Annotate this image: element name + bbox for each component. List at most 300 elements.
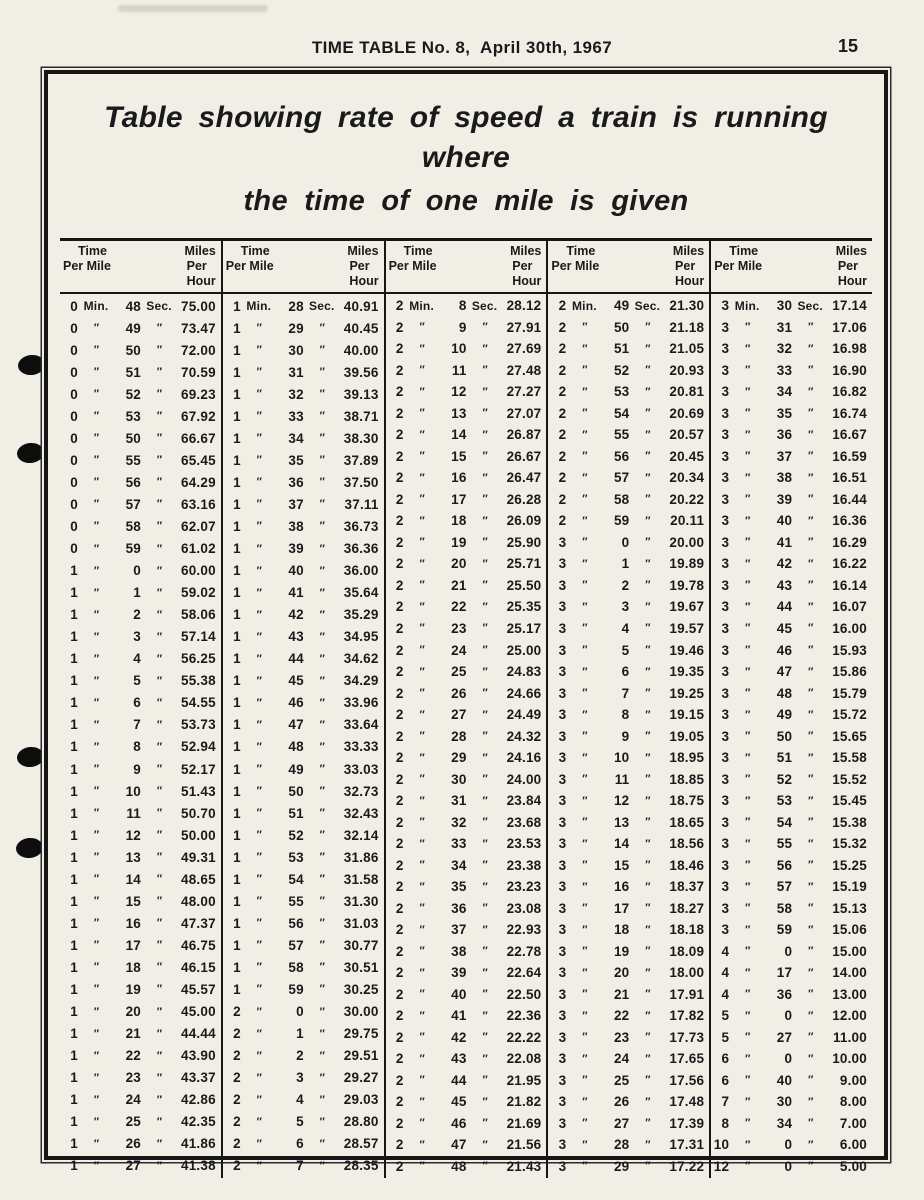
seconds-value: 38 (288, 518, 304, 534)
mph-value: 25.35 (506, 599, 542, 615)
seconds-value: 24 (451, 642, 467, 658)
minutes-unit: ″ (581, 493, 588, 506)
seconds-value: 55 (288, 893, 304, 909)
minutes-unit: ″ (581, 859, 588, 872)
mph-value: 18.09 (669, 943, 705, 959)
seconds-value: 24 (125, 1092, 141, 1108)
seconds-unit: ″ (807, 557, 813, 570)
minutes-value: 2 (395, 362, 404, 378)
minutes-unit: ″ (581, 407, 588, 420)
minutes-value: 3 (558, 1051, 567, 1067)
minutes-value: 2 (558, 491, 567, 507)
seconds-unit: Sec. (309, 299, 335, 314)
minutes-value: 2 (558, 319, 567, 335)
seconds-value: 53 (288, 849, 304, 865)
miles-per-hour-header (347, 244, 378, 292)
mph-value: 13.00 (832, 986, 867, 1002)
seconds-unit: ″ (481, 1031, 488, 1044)
seconds-value: 37 (288, 496, 304, 512)
minutes-unit: ″ (581, 837, 588, 850)
mph-value: 17.14 (832, 298, 867, 314)
minutes-value: 2 (395, 513, 404, 529)
speed-row (386, 403, 547, 425)
minutes-unit: ″ (93, 520, 99, 533)
seconds-value: 33 (776, 362, 793, 378)
speed-row (711, 575, 872, 597)
mph-value: 28.80 (343, 1114, 379, 1130)
speed-row (711, 984, 872, 1006)
minutes-unit: ″ (418, 1138, 425, 1151)
seconds-unit: ″ (156, 718, 162, 731)
seconds-unit: ″ (807, 514, 813, 527)
seconds-unit: ″ (807, 364, 813, 377)
mph-value: 20.11 (670, 513, 705, 529)
minutes-value: 6 (721, 1051, 730, 1067)
minutes-value: 3 (721, 793, 730, 809)
minutes-unit: ″ (744, 600, 750, 613)
minutes-value: 0 (70, 496, 78, 512)
minutes-value: 1 (233, 607, 241, 623)
mph-value: 12.00 (832, 1008, 867, 1024)
seconds-value: 9 (621, 728, 630, 744)
minutes-unit: ″ (418, 385, 425, 398)
minutes-value: 1 (233, 518, 241, 534)
seconds-unit: ″ (319, 542, 325, 555)
minutes-unit: ″ (93, 829, 99, 842)
seconds-value: 31 (776, 319, 793, 335)
speed-row (386, 360, 547, 382)
table-group-5 (709, 241, 872, 1178)
speed-row (711, 768, 872, 790)
mph-value: 35.64 (343, 585, 379, 601)
minutes-value: 1 (233, 364, 241, 380)
seconds-value: 22 (125, 1048, 141, 1064)
seconds-value: 27 (613, 1115, 630, 1131)
minutes-value: 2 (395, 857, 404, 873)
speed-row (711, 919, 872, 941)
seconds-value: 34 (288, 430, 304, 446)
mph-value: 34.62 (343, 651, 379, 667)
seconds-unit: ″ (644, 687, 651, 700)
speed-row (711, 639, 872, 661)
minutes-unit: ″ (744, 471, 750, 484)
minutes-unit: ″ (93, 851, 99, 864)
minutes-unit: ″ (256, 1137, 262, 1150)
seconds-value: 0 (133, 563, 141, 579)
minutes-value: 3 (558, 965, 567, 981)
speed-row (711, 360, 872, 382)
seconds-value: 58 (613, 491, 630, 507)
seconds-value: 58 (288, 959, 304, 975)
minutes-value: 2 (395, 1029, 404, 1045)
seconds-unit: ″ (319, 1159, 325, 1172)
speed-row (60, 824, 221, 846)
header-label: Time (240, 244, 270, 258)
mph-value: 56.25 (181, 651, 216, 667)
speed-row (386, 1070, 547, 1092)
minutes-unit: ″ (581, 730, 588, 743)
seconds-value: 20 (451, 556, 467, 572)
minutes-unit: ″ (581, 342, 588, 355)
mph-value: 26.47 (506, 470, 542, 486)
speed-row (386, 553, 547, 575)
seconds-unit: Sec. (146, 299, 172, 314)
speed-row (223, 692, 384, 714)
minutes-value: 3 (721, 922, 730, 938)
minutes-value: 2 (558, 405, 567, 421)
speed-row (711, 467, 872, 489)
minutes-value: 1 (233, 541, 241, 557)
minutes-value: 3 (721, 728, 730, 744)
mph-value: 20.34 (669, 470, 705, 486)
mph-value: 18.75 (669, 793, 705, 809)
speed-row (711, 403, 872, 425)
group-rows (548, 294, 709, 1178)
speed-row (548, 811, 709, 833)
mph-value: 25.50 (506, 577, 542, 593)
seconds-unit: ″ (807, 622, 813, 635)
minutes-unit: ″ (418, 773, 425, 786)
minutes-value: 1 (233, 386, 241, 402)
seconds-value: 53 (613, 384, 630, 400)
mph-value: 65.45 (181, 452, 216, 468)
seconds-unit: ″ (644, 342, 651, 355)
speed-row (548, 1113, 709, 1135)
speed-row (223, 405, 384, 427)
mph-value: 23.23 (506, 879, 542, 895)
minutes-unit: ″ (256, 873, 262, 886)
minutes-value: 2 (395, 771, 404, 787)
mph-value: 18.00 (669, 965, 705, 981)
speed-row (711, 962, 872, 984)
seconds-unit: ″ (319, 696, 325, 709)
minutes-unit: ″ (256, 895, 262, 908)
header-label: Time (566, 244, 596, 258)
speed-row (386, 682, 547, 704)
minutes-value: 1 (233, 563, 241, 579)
seconds-unit: ″ (807, 988, 813, 1001)
minutes-value: 3 (558, 1115, 567, 1131)
speed-row (548, 360, 709, 382)
minutes-value: 1 (70, 1092, 78, 1108)
seconds-unit: ″ (481, 407, 488, 420)
minutes-value: 1 (70, 915, 78, 931)
seconds-value: 59 (613, 513, 630, 529)
speed-row (223, 1067, 384, 1089)
seconds-value: 0 (784, 1051, 793, 1067)
speed-row (60, 736, 221, 758)
speed-row (386, 747, 547, 769)
miles-per-hour-header (185, 244, 216, 292)
minutes-value: 2 (395, 1158, 404, 1174)
seconds-unit: ″ (807, 1052, 813, 1065)
minutes-value: 1 (70, 1048, 78, 1064)
mph-value: 19.46 (669, 642, 705, 658)
seconds-unit: ″ (644, 730, 651, 743)
mph-value: 23.84 (506, 793, 542, 809)
speed-row (223, 317, 384, 339)
minutes-unit: ″ (256, 586, 262, 599)
seconds-unit: ″ (319, 586, 325, 599)
seconds-value: 35 (451, 879, 467, 895)
seconds-unit: ″ (156, 674, 162, 687)
speed-row (223, 758, 384, 780)
mph-value: 31.58 (343, 871, 379, 887)
seconds-unit: ″ (156, 1093, 162, 1106)
seconds-unit: ″ (319, 432, 325, 445)
seconds-value: 48 (451, 1158, 467, 1174)
mph-value: 16.29 (832, 534, 867, 550)
mph-value: 46.15 (181, 959, 216, 975)
mph-value: 30.77 (343, 937, 379, 953)
mph-value: 17.73 (669, 1029, 705, 1045)
mph-value: 15.00 (832, 943, 867, 959)
speed-row (711, 553, 872, 575)
seconds-value: 0 (784, 1158, 793, 1174)
minutes-value: 1 (70, 651, 78, 667)
seconds-value: 50 (125, 430, 141, 446)
mph-value: 32.14 (343, 827, 379, 843)
mph-value: 66.67 (181, 430, 216, 446)
speed-row (223, 604, 384, 626)
minutes-unit: ″ (256, 520, 262, 533)
seconds-value: 45 (776, 620, 793, 636)
group-header (386, 241, 547, 294)
minutes-value: 2 (558, 384, 567, 400)
speed-row (386, 897, 547, 919)
speed-row (386, 1113, 547, 1135)
speed-row (60, 978, 221, 1000)
seconds-value: 1 (133, 585, 141, 601)
minutes-value: 1 (70, 607, 78, 623)
seconds-value: 34 (776, 384, 793, 400)
minutes-value: 3 (558, 664, 567, 680)
minutes-value: 2 (395, 556, 404, 572)
speed-row (223, 383, 384, 405)
seconds-unit: ″ (319, 652, 325, 665)
minutes-unit: ″ (93, 696, 99, 709)
seconds-value: 43 (776, 577, 793, 593)
mph-value: 21.69 (506, 1115, 542, 1131)
mph-value: 17.22 (669, 1158, 705, 1174)
mph-value: 16.82 (832, 384, 867, 400)
seconds-value: 8 (133, 739, 141, 755)
seconds-unit: ″ (481, 945, 488, 958)
mph-value: 19.57 (669, 620, 705, 636)
speed-row (60, 604, 221, 626)
minutes-value: 1 (233, 695, 241, 711)
mph-value: 18.95 (669, 750, 705, 766)
seconds-value: 54 (288, 871, 304, 887)
minutes-unit: ″ (418, 644, 425, 656)
minutes-value: 3 (558, 1008, 567, 1024)
seconds-value: 17 (451, 491, 467, 507)
mph-value: 26.09 (506, 513, 542, 529)
seconds-unit: ″ (644, 923, 651, 936)
seconds-value: 23 (613, 1029, 630, 1045)
mph-value: 17.31 (669, 1137, 705, 1153)
seconds-unit: ″ (644, 364, 651, 377)
minutes-unit: ″ (93, 785, 99, 798)
seconds-unit: ″ (481, 1117, 488, 1130)
speed-row (548, 876, 709, 898)
mph-value: 60.00 (181, 563, 216, 579)
table-group-1 (60, 241, 221, 1178)
minutes-unit: ″ (744, 794, 750, 807)
mph-value: 28.35 (343, 1158, 379, 1174)
seconds-unit: ″ (644, 536, 651, 549)
speed-row (548, 1005, 709, 1027)
seconds-unit: Sec. (797, 298, 823, 313)
mph-value: 34.95 (343, 629, 379, 645)
seconds-unit: ″ (156, 917, 162, 930)
minutes-unit: ″ (744, 342, 750, 355)
speed-row (223, 339, 384, 361)
minutes-value: 3 (721, 298, 730, 314)
minutes-unit: ″ (581, 966, 588, 979)
speed-row (386, 919, 547, 941)
minutes-value: 2 (395, 470, 404, 486)
seconds-value: 16 (613, 879, 630, 895)
minutes-unit: ″ (256, 652, 262, 665)
minutes-value: 3 (721, 900, 730, 916)
seconds-value: 9 (133, 761, 141, 777)
seconds-unit: ″ (807, 536, 813, 549)
seconds-unit: ″ (481, 794, 488, 807)
speed-row (386, 854, 547, 876)
speed-row (223, 890, 384, 912)
minutes-unit: ″ (256, 917, 262, 930)
speed-row (386, 811, 547, 833)
speed-row (548, 768, 709, 790)
mph-value: 29.51 (343, 1048, 379, 1064)
minutes-value: 2 (233, 1026, 241, 1042)
seconds-value: 6 (621, 664, 630, 680)
speed-row (60, 846, 221, 868)
minutes-value: 2 (395, 728, 404, 744)
minutes-unit: ″ (93, 873, 99, 886)
seconds-unit: ″ (481, 708, 488, 721)
minutes-unit: ″ (581, 902, 588, 915)
seconds-value: 43 (288, 629, 304, 645)
seconds-value: 11 (126, 805, 141, 821)
mph-value: 18.27 (669, 900, 705, 916)
seconds-unit: ″ (644, 1117, 651, 1130)
seconds-value: 30 (451, 771, 467, 787)
seconds-value: 51 (613, 341, 630, 357)
seconds-unit: ″ (319, 895, 325, 908)
minutes-unit: ″ (744, 816, 750, 829)
minutes-value: 2 (395, 814, 404, 830)
minutes-unit: ″ (418, 428, 425, 441)
mph-value: 27.69 (506, 341, 542, 357)
minutes-unit: ″ (744, 407, 750, 420)
header-label: Per (837, 258, 858, 273)
minutes-unit: ″ (93, 586, 99, 599)
speed-row (548, 510, 709, 532)
mph-value: 37.50 (343, 474, 379, 490)
group-header (711, 241, 872, 294)
minutes-value: 3 (558, 922, 567, 938)
seconds-unit: ″ (807, 493, 813, 506)
minutes-value: 3 (721, 491, 730, 507)
seconds-value: 5 (296, 1114, 304, 1130)
seconds-unit: ″ (481, 514, 488, 527)
speed-row (548, 833, 709, 855)
minutes-unit: ″ (418, 988, 425, 1001)
minutes-unit: ″ (581, 644, 588, 656)
minutes-unit: Min. (83, 299, 109, 314)
seconds-value: 47 (776, 664, 793, 680)
speed-row (711, 876, 872, 898)
seconds-value: 13 (451, 405, 467, 421)
minutes-unit: ″ (256, 829, 262, 842)
seconds-value: 42 (776, 556, 793, 572)
seconds-unit: ″ (644, 600, 651, 613)
mph-value: 23.38 (506, 857, 542, 873)
minutes-value: 3 (558, 771, 567, 787)
minutes-unit: ″ (93, 1115, 99, 1128)
speed-row (386, 424, 547, 446)
speed-row (548, 489, 709, 511)
seconds-unit: ″ (156, 961, 162, 974)
mph-value: 44.44 (181, 1026, 216, 1042)
minutes-unit: ″ (744, 428, 750, 441)
seconds-value: 39 (776, 491, 793, 507)
mph-value: 22.08 (506, 1051, 542, 1067)
seconds-unit: ″ (481, 1074, 488, 1087)
minutes-unit: ″ (256, 763, 262, 775)
seconds-value: 16 (451, 470, 467, 486)
mph-value: 24.16 (506, 750, 542, 766)
minutes-value: 2 (395, 965, 404, 981)
seconds-unit: ″ (481, 321, 488, 334)
seconds-unit: ″ (319, 917, 325, 930)
speed-row (60, 648, 221, 670)
mph-value: 21.56 (506, 1137, 542, 1153)
speed-row (223, 582, 384, 604)
seconds-value: 32 (776, 341, 793, 357)
minutes-unit: ″ (93, 476, 99, 489)
mph-value: 42.35 (181, 1114, 216, 1130)
minutes-unit: ″ (581, 880, 588, 893)
minutes-unit: ″ (418, 600, 425, 613)
speed-row (711, 940, 872, 962)
seconds-value: 26 (613, 1094, 630, 1110)
mph-value: 25.17 (506, 620, 542, 636)
mph-value: 64.29 (181, 474, 216, 490)
seconds-value: 36 (451, 900, 467, 916)
seconds-unit: ″ (156, 1159, 162, 1172)
seconds-value: 47 (288, 717, 304, 733)
seconds-value: 31 (288, 364, 304, 380)
minutes-value: 3 (558, 599, 567, 615)
seconds-value: 44 (288, 651, 304, 667)
minutes-value: 1 (70, 893, 78, 909)
mph-value: 21.82 (506, 1094, 542, 1110)
header-label: Per (349, 258, 370, 273)
speed-row (60, 758, 221, 780)
mph-value: 29.03 (343, 1092, 379, 1108)
seconds-value: 52 (125, 386, 141, 402)
speed-row (386, 1091, 547, 1113)
seconds-unit: ″ (156, 829, 162, 842)
seconds-value: 23 (451, 620, 467, 636)
seconds-unit: ″ (156, 344, 162, 357)
mph-value: 18.56 (669, 836, 705, 852)
minutes-value: 1 (233, 827, 241, 843)
speed-row (711, 338, 872, 360)
